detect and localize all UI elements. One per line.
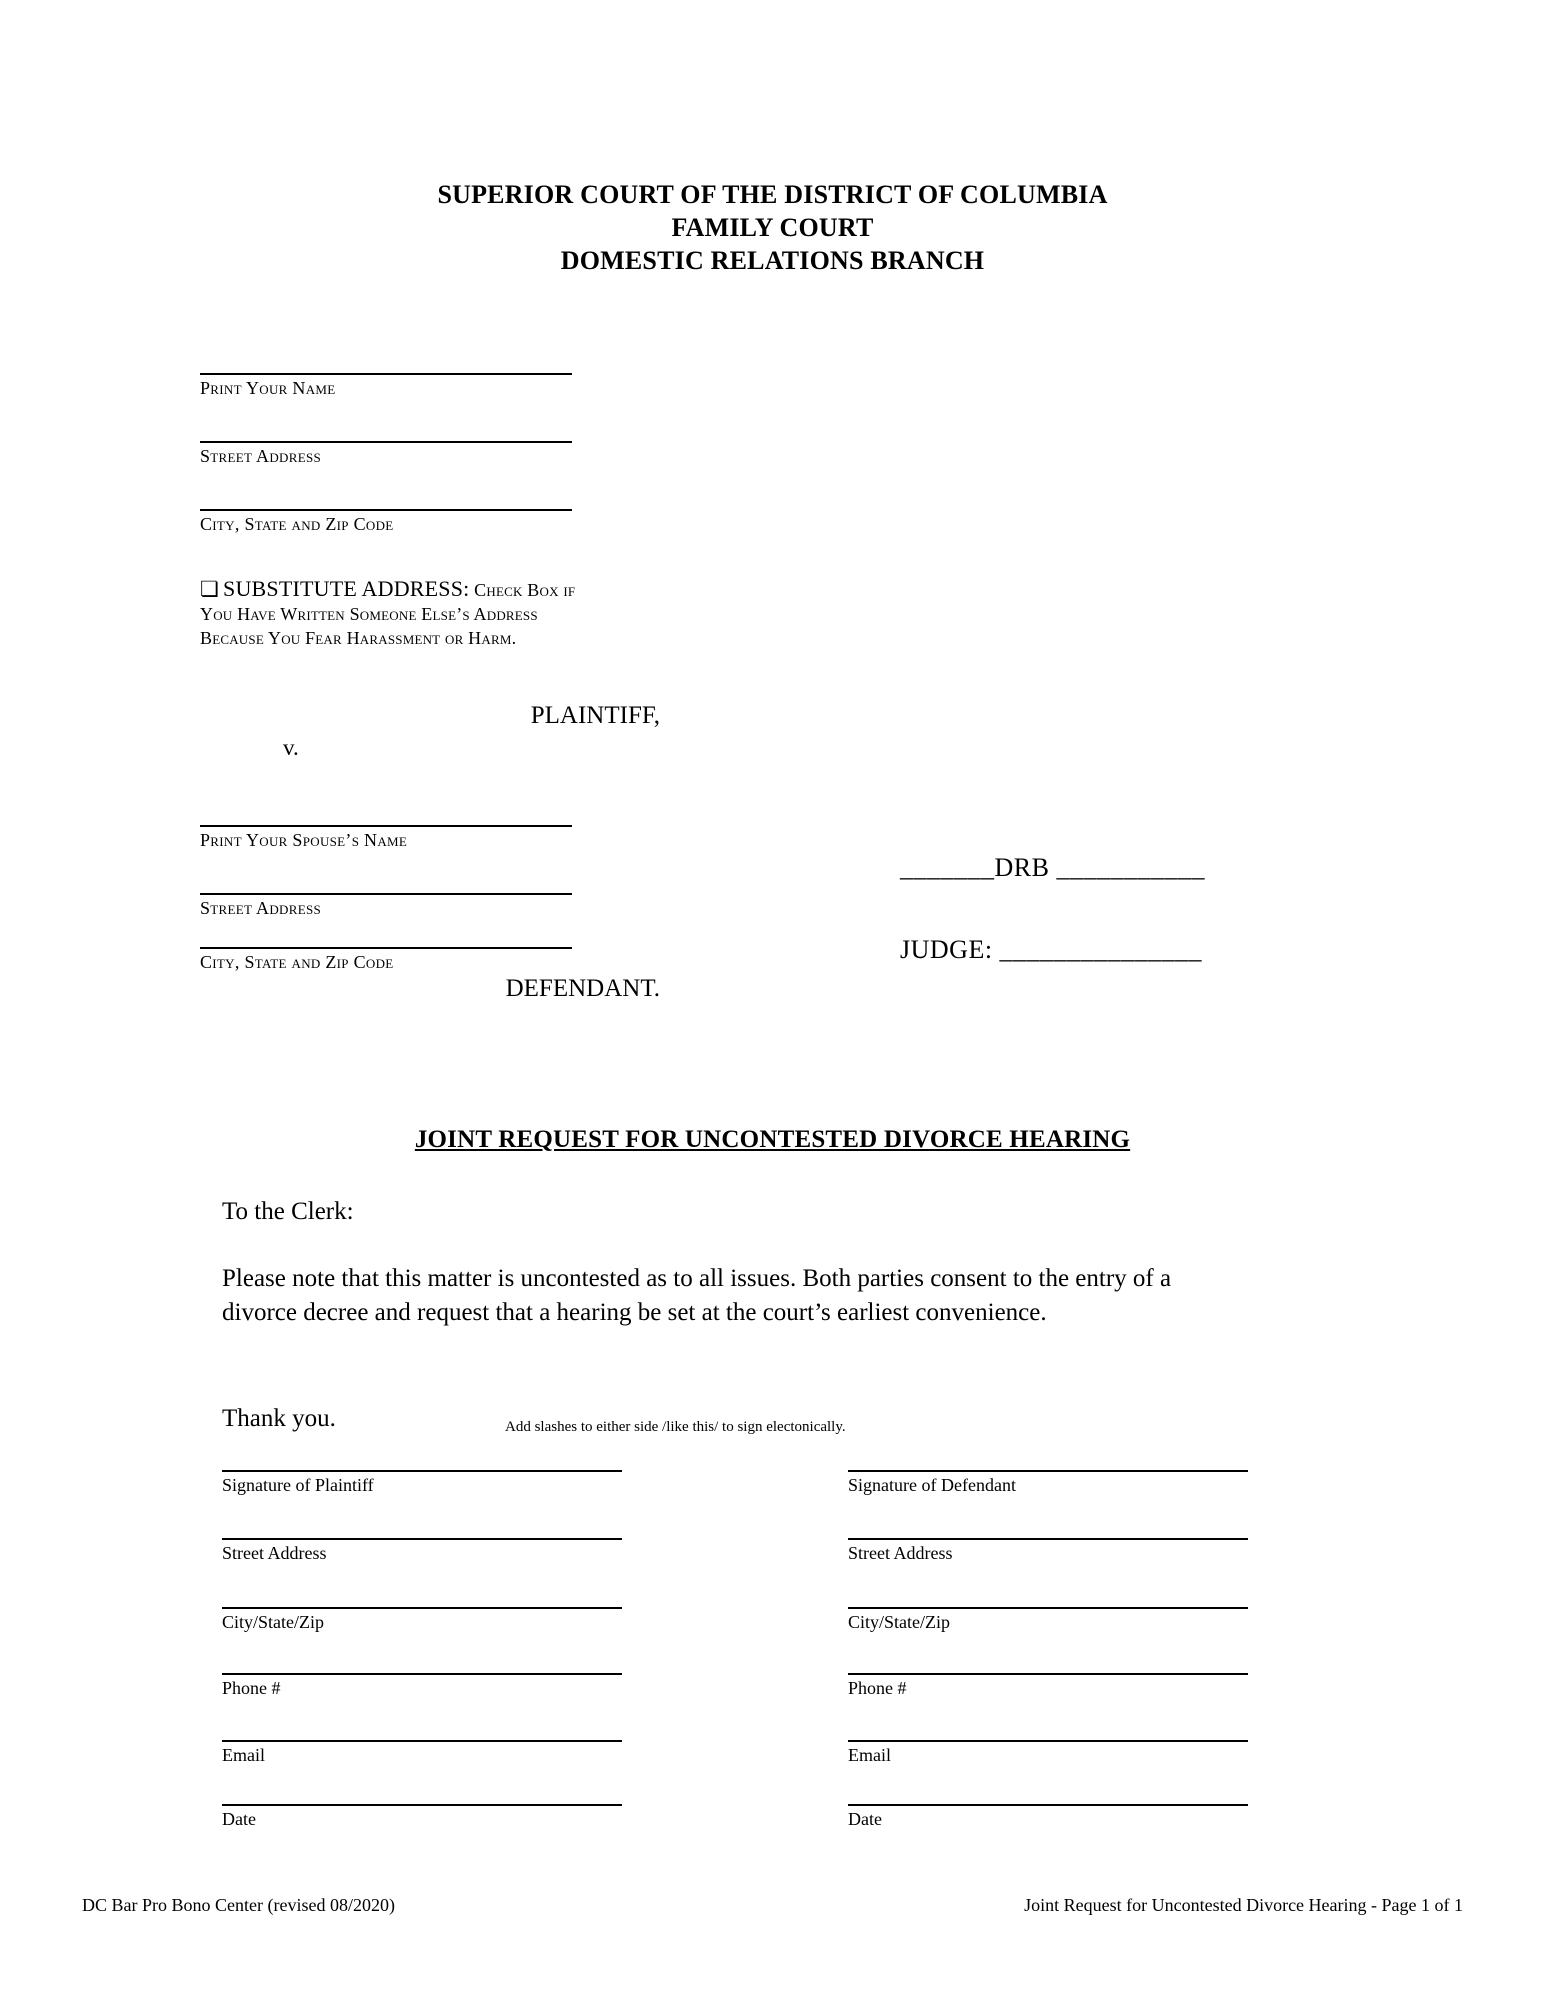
- plaintiff-date-label: Date: [222, 1809, 256, 1829]
- closing-thanks: Thank you.: [222, 1405, 336, 1432]
- body-paragraph: Please note that this matter is uncontested as to all issues. Both parties consent to the entry of a divorce decree and request that a hearing be set at the court’s earliest convenience.: [222, 1265, 1172, 1326]
- defendant-signature-label: Signature of Defendant: [848, 1475, 1016, 1495]
- defendant-citystatezip-field[interactable]: [848, 1607, 1248, 1633]
- plaintiff-city-field[interactable]: [200, 509, 572, 535]
- footer-source: DC Bar Pro Bono Center (revised 08/2020): [82, 1895, 395, 1915]
- electronic-signature-note: Add slashes to either side /like this/ to sign electonically.: [505, 1419, 846, 1435]
- plaintiff-email-field[interactable]: [222, 1740, 622, 1766]
- plaintiff-street-signature-label: Street Address: [222, 1543, 327, 1563]
- plaintiff-phone-label: Phone #: [222, 1678, 281, 1698]
- defendant-city-field[interactable]: [200, 947, 572, 973]
- court-name-line-3: DOMESTIC RELATIONS BRANCH: [560, 246, 985, 275]
- plaintiff-phone-field[interactable]: [222, 1673, 622, 1699]
- defendant-email-label: Email: [848, 1745, 891, 1765]
- defendant-phone-label: Phone #: [848, 1678, 907, 1698]
- court-name-line-1: SUPERIOR COURT OF THE DISTRICT OF COLUMBIA: [437, 180, 1108, 209]
- plaintiff-email-label: Email: [222, 1745, 265, 1765]
- plaintiff-street-field[interactable]: [200, 441, 572, 467]
- checkbox-icon[interactable]: ❏: [200, 577, 220, 601]
- plaintiff-signature-label: Signature of Plaintiff: [222, 1475, 374, 1495]
- defendant-city-label: City, State and Zip Code: [200, 952, 394, 972]
- plaintiff-party-label: PLAINTIFF,: [530, 702, 660, 729]
- plaintiff-name-label: Print Your Name: [200, 378, 336, 398]
- court-header: [0, 178, 1545, 277]
- judge-field[interactable]: JUDGE: _______________: [900, 935, 1203, 964]
- plaintiff-date-field[interactable]: [222, 1804, 622, 1830]
- defendant-street-signature-field[interactable]: [848, 1538, 1248, 1564]
- case-caption: [0, 355, 1545, 1075]
- substitute-address-heading: SUBSTITUTE ADDRESS:: [223, 576, 470, 601]
- defendant-phone-field[interactable]: [848, 1673, 1248, 1699]
- salutation: To the Clerk:: [222, 1198, 354, 1225]
- defendant-street-field[interactable]: [200, 893, 572, 919]
- defendant-date-field[interactable]: [848, 1804, 1248, 1830]
- footer-page-info: Joint Request for Uncontested Divorce Hearing - Page 1 of 1: [1024, 1895, 1463, 1915]
- defendant-signature-field[interactable]: [848, 1470, 1248, 1496]
- plaintiff-name-field[interactable]: [200, 373, 572, 399]
- court-name-line-2: FAMILY COURT: [671, 213, 874, 242]
- case-number-field[interactable]: _______DRB ___________: [900, 853, 1205, 882]
- defendant-party-label: DEFENDANT.: [505, 975, 660, 1002]
- plaintiff-city-label: City, State and Zip Code: [200, 514, 394, 534]
- plaintiff-citystatezip-field[interactable]: [222, 1607, 622, 1633]
- defendant-date-label: Date: [848, 1809, 882, 1829]
- defendant-name-label: Print Your Spouse’s Name: [200, 830, 408, 850]
- defendant-email-field[interactable]: [848, 1740, 1248, 1766]
- plaintiff-citystatezip-label: City/State/Zip: [222, 1612, 324, 1632]
- plaintiff-street-signature-field[interactable]: [222, 1538, 622, 1564]
- plaintiff-street-label: Street Address: [200, 446, 321, 466]
- defendant-citystatezip-label: City/State/Zip: [848, 1612, 950, 1632]
- defendant-name-field[interactable]: [200, 825, 572, 851]
- substitute-address-text: Check Box if You Have Written Someone Else’s Address Because You Fear Harassment or Harm.: [200, 580, 576, 648]
- page-footer: [82, 1895, 1463, 1916]
- substitute-address-notice[interactable]: [200, 577, 595, 650]
- versus-label: v.: [283, 735, 299, 760]
- document-title: JOINT REQUEST FOR UNCONTESTED DIVORCE HEARING: [414, 1126, 1131, 1153]
- defendant-street-label: Street Address: [200, 898, 321, 918]
- defendant-street-signature-label: Street Address: [848, 1543, 953, 1563]
- plaintiff-signature-field[interactable]: [222, 1470, 622, 1496]
